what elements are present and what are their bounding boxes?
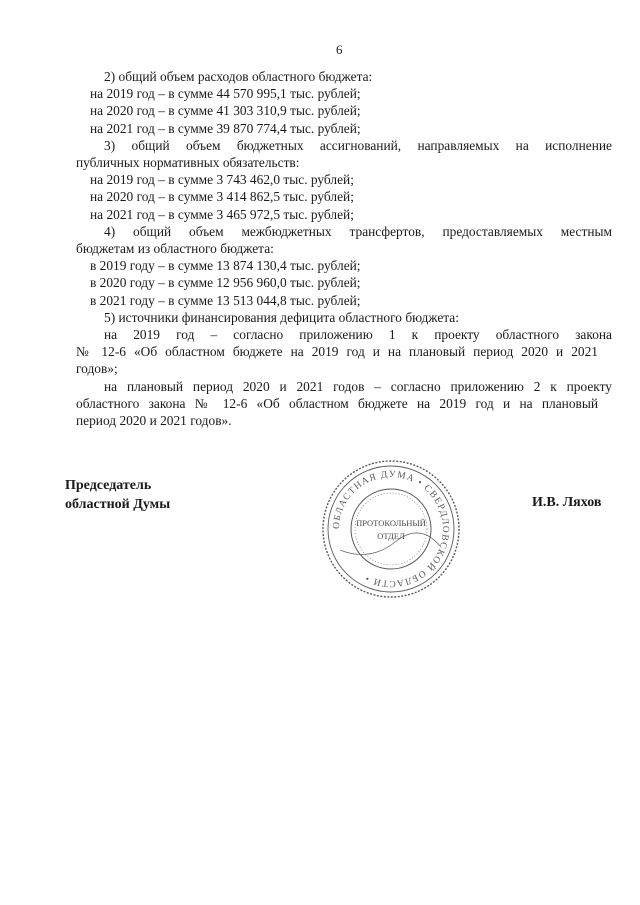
document-body <box>76 68 612 429</box>
item-4-header: 4) общий объем межбюджетных трансфертов, предоставляемых местным <box>104 223 612 239</box>
seal-center-line2: ОТДЕЛ <box>377 531 405 541</box>
item-5-para2-line3: период 2020 и 2021 годов». <box>76 413 232 429</box>
item-2-line: на 2020 год – в сумме 41 303 310,9 тыс. рублей; <box>90 103 361 119</box>
item-2-line: на 2019 год – в сумме 44 570 995,1 тыс. рублей; <box>90 86 361 102</box>
item-5-para2-line2: областного закона № 12-6 «Об областном бюджете на 2019 год и на плановый <box>76 395 598 411</box>
page-number: 6 <box>336 42 343 57</box>
item-4-header-cont: бюджетам из областного бюджета: <box>76 241 274 257</box>
item-4-line: в 2019 году – в сумме 13 874 130,4 тыс. рублей; <box>90 258 361 274</box>
item-3-line: на 2021 год – в сумме 3 465 972,5 тыс. рублей; <box>90 206 354 222</box>
item-3-line: на 2019 год – в сумме 3 743 462,0 тыс. рублей; <box>90 172 354 188</box>
item-5-para1-line2: № 12-6 «Об областном бюджете на 2019 год и на плановый период 2020 и 2021 <box>76 344 598 360</box>
item-5-para1-line1: на 2019 год – согласно приложению 1 к проекту областного закона <box>104 327 612 343</box>
seal-ring-text: ОБЛАСТНАЯ ДУМА • СВЕРДЛОВСКОЙ ОБЛАСТИ • <box>331 469 451 589</box>
item-3-header: 3) общий объем бюджетных ассигнований, направляемых на исполнение <box>104 137 612 153</box>
item-2-line: на 2021 год – в сумме 39 870 774,4 тыс. рублей; <box>90 120 361 136</box>
signatory-title-line1: Председатель <box>65 478 152 493</box>
item-2-header: 2) общий объем расходов областного бюджета: <box>104 69 373 84</box>
item-4-line: в 2020 году – в сумме 12 956 960,0 тыс. рублей; <box>90 275 361 291</box>
signatory-title-line2: областной Думы <box>65 497 171 512</box>
seal-center-line1: ПРОТОКОЛЬНЫЙ <box>356 518 426 528</box>
official-seal <box>320 458 462 600</box>
item-3-header-cont: публичных нормативных обязательств: <box>76 155 300 171</box>
item-4-line: в 2021 году – в сумме 13 513 044,8 тыс. рублей; <box>90 292 361 308</box>
item-3-line: на 2020 год – в сумме 3 414 862,5 тыс. рублей; <box>90 189 354 205</box>
signatory-name: И.В. Ляхов <box>532 495 602 510</box>
item-5-para1-line3: годов»; <box>76 361 118 377</box>
item-5-header: 5) источники финансирования дефицита областного бюджета: <box>104 309 459 325</box>
item-5-para2-line1: на плановый период 2020 и 2021 годов – согласно приложению 2 к проекту <box>104 378 612 394</box>
signatory-title <box>65 476 170 514</box>
